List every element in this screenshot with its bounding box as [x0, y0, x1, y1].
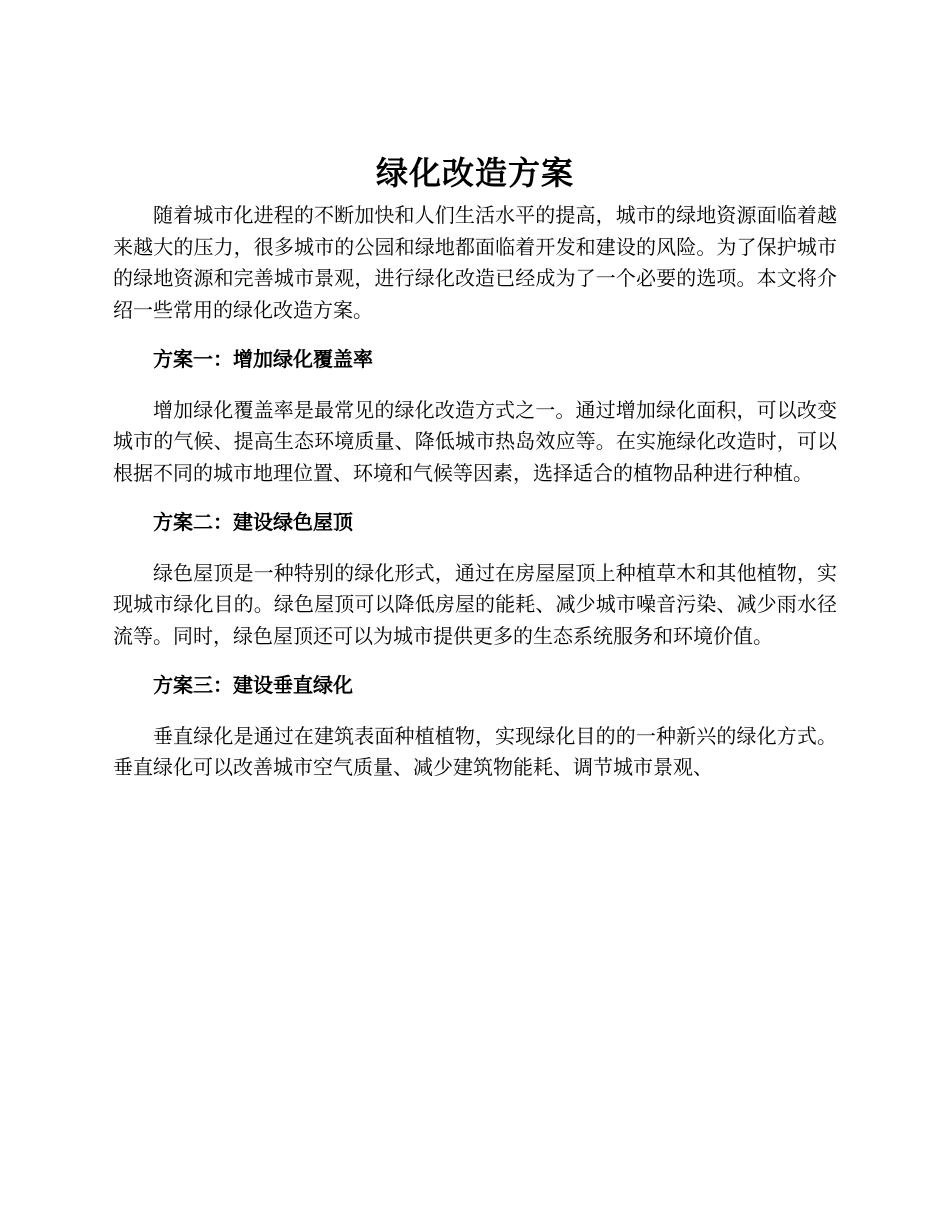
- section-heading-2: 方案二：建设绿色屋顶: [153, 510, 353, 534]
- document-title: 绿化改造方案: [375, 154, 574, 192]
- section-heading-3: 方案三：建设垂直绿化: [153, 673, 353, 697]
- document-content: [113, 150, 837, 784]
- intro-paragraph: 随着城市化进程的不断加快和人们生活水平的提高，城市的绿地资源面临着越来越大的压力，很多城市的公园和绿地都面临着开发和建设的风险。为了保护城市的绿地资源和完善城市景观，进行绿化改造已经成为了一个必要的选项。本文将介绍一些常用的绿化改造方案。: [113, 203, 837, 322]
- section-body-2: 绿色屋顶是一种特别的绿化形式，通过在房屋屋顶上种植草木和其他植物，实现城市绿化目的。绿色屋顶可以降低房屋的能耗、减少城市噪音污染、减少雨水径流等。同时，绿色屋顶还可以为城市提供更多的生态系统服务和环境价值。: [113, 560, 837, 648]
- section-body-3: 垂直绿化是通过在建筑表面种植植物，实现绿化目的的一种新兴的绿化方式。垂直绿化可以改善城市空气质量、减少建筑物能耗、调节城市景观、: [113, 723, 837, 779]
- section-heading-1: 方案一：增加绿化覆盖率: [153, 347, 373, 371]
- section-body-1: 增加绿化覆盖率是最常见的绿化改造方式之一。通过增加绿化面积，可以改变城市的气候、提高生态环境质量、降低城市热岛效应等。在实施绿化改造时，可以根据不同的城市地理位置、环境和气候等因素，选择适合的植物品种进行种植。: [113, 397, 837, 485]
